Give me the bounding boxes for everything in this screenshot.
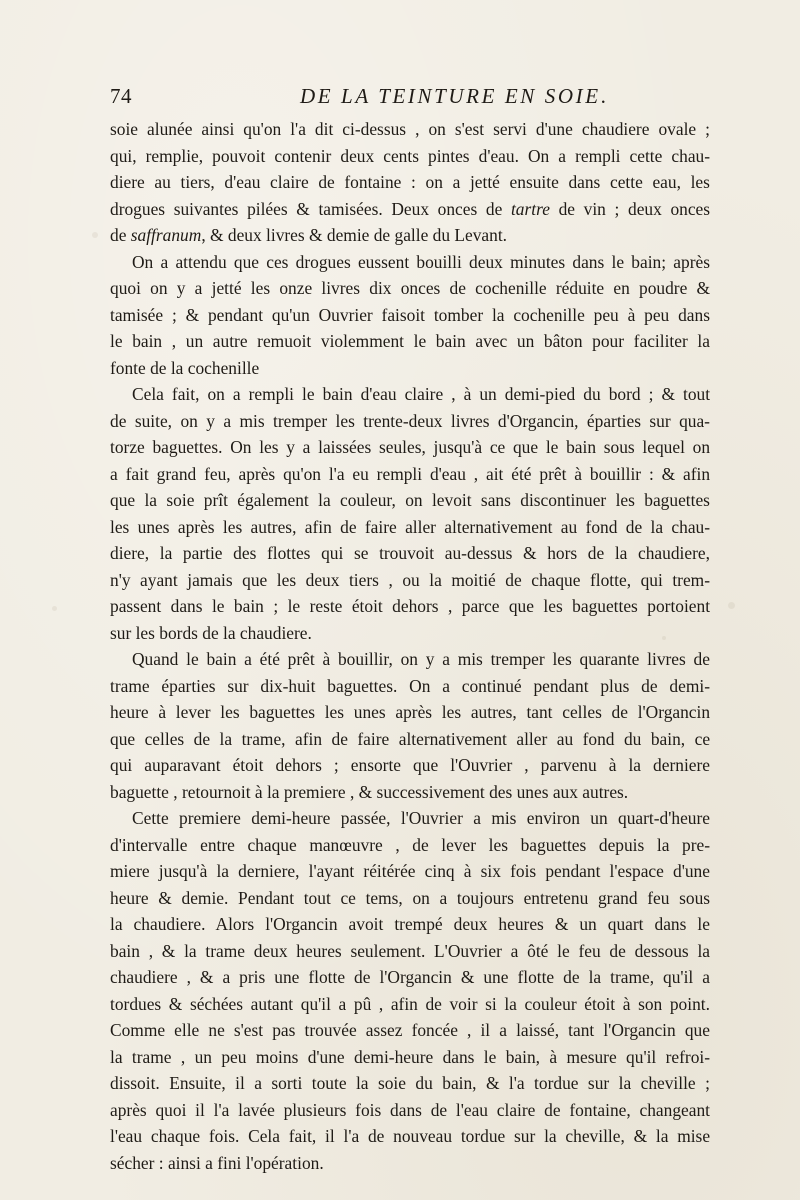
text-line: fonte de la cochenille	[110, 357, 260, 378]
text-line: de suite, on y a mis tremper les trente-deux livres d'Organcin, éparties sur qua-	[110, 410, 710, 431]
text-line: que la soie prît également la couleur, on levoit sans discontinuer les baguettes	[110, 490, 710, 510]
text-line: bain , & la trame deux heures seulement. L'Ouvrier a ôté le feu de dessous la	[110, 940, 710, 961]
text-line: tamisée ; & pendant qu'un Ouvrier faisoit tomber la cochenille peu à peu dans	[110, 304, 710, 325]
paragraph-start-line: Cela fait, on a rempli le bain d'eau claire , à un demi-pied du bord ; & tout	[132, 384, 710, 404]
text-line: diere, la partie des flottes qui se trouvoit au-dessus & hors de la chaudiere,	[110, 543, 710, 563]
text-line: l'eau chaque fois. Cela fait, il l'a de nouveau tordue sur la cheville, & la mise	[110, 1126, 710, 1146]
paper-stain	[728, 602, 735, 609]
paragraph-start-line: On a attendu que ces drogues eussent bouilli deux minutes dans le bain; après	[132, 251, 710, 272]
italic-term: saffranum	[130, 225, 202, 245]
italic-term: tartre	[510, 198, 550, 219]
paragraph-start-line: Cette premiere demi-heure passée, l'Ouvrier a mis environ un quart-d'heure	[132, 808, 710, 828]
text-line: sur les bords de la chaudiere.	[110, 622, 312, 643]
text-line: dissoit. Ensuite, il a sorti toute la soie du bain, & l'a tordue sur la cheville ;	[110, 1073, 710, 1093]
text-line: la trame , un peu moins d'une demi-heure dans le bain, à mesure qu'il refroi-	[110, 1046, 710, 1067]
text-line: la chaudiere. Alors l'Organcin avoit trempé deux heures & un quart dans le	[110, 914, 710, 934]
text-line: baguette , retournoit à la premiere , & successivement des unes aux autres.	[110, 781, 629, 802]
text-line: miere jusqu'à la derniere, l'ayant réitérée cinq à six fois pendant l'espace d'une	[110, 861, 710, 881]
text-line: passent dans le bain ; le reste étoit dehors , parce que les baguettes portoient	[110, 596, 710, 616]
text-line: n'y ayant jamais que les deux tiers , ou la moitié de chaque flotte, qui trem-	[110, 569, 710, 590]
text-line: tordues & séchées autant qu'il a pû , afin de voir si la couleur étoit à son point.	[110, 993, 710, 1014]
paper-stain	[52, 606, 57, 611]
text-line: quoi on y a jetté les onze livres dix onces de cochenille réduite en poudre &	[110, 278, 710, 298]
paper-stain	[92, 232, 98, 238]
text-line: sécher : ainsi a fini l'opération.	[110, 1152, 324, 1173]
text-line: torze baguettes. On les y a laissées seules, jusqu'à ce que le bain sous lequel on	[110, 437, 710, 457]
text-line: qui, remplie, pouvoit contenir deux cents pintes d'eau. On a rempli cette chau-	[110, 145, 710, 166]
text-line: diere au tiers, d'eau claire de fontaine : on a jetté ensuite dans cette eau, les	[110, 172, 710, 192]
text-line: trame éparties sur dix-huit baguettes. On a continué pendant plus de demi-	[110, 675, 710, 696]
text-line: Comme elle ne s'est pas trouvée assez foncée , il a laissé, tant l'Organcin que	[110, 1020, 710, 1040]
text-line: après quoi il l'a lavée plusieurs fois dans de l'eau claire de fontaine, changeant	[110, 1099, 710, 1120]
text-line: heure & demie. Pendant tout ce tems, on a toujours entretenu grand feu sous	[110, 887, 710, 908]
page-number: 74	[110, 84, 132, 108]
text-line: chaudiere , & a pris une flotte de l'Organcin & une flotte de la trame, qu'il a	[110, 967, 710, 987]
text-line: que celles de la trame, afin de faire alternativement aller au fond du bain, ce	[110, 728, 710, 749]
running-title	[300, 84, 609, 109]
running-title-text: DE LA TEINTURE EN SOIE	[300, 84, 601, 108]
text-line: les unes après les autres, afin de faire aller alternativement au fond de la chau-	[110, 516, 710, 537]
running-title-period: .	[600, 84, 609, 108]
text-line: heure à lever les baguettes les unes après les autres, tant celles de l'Organcin	[110, 702, 710, 722]
text-line: qui auparavant étoit dehors ; ensorte que l'Ouvrier , parvenu à la derniere	[110, 755, 710, 775]
text-line: le bain , un autre remuoit violemment le bain avec un bâton pour faciliter la	[110, 331, 710, 351]
running-header	[110, 84, 710, 114]
text-line: drogues suivantes pilées & tamisées. Deux onces de tartre de vin ; deux onces	[110, 198, 710, 219]
text-line: a fait grand feu, après qu'on l'a eu rempli d'eau , ait été prêt à bouillir : & afin	[110, 463, 710, 484]
paragraph-start-line: Quand le bain a été prêt à bouillir, on y a mis tremper les quarante livres de	[132, 649, 710, 669]
body-text	[110, 116, 710, 1176]
text-line: de saffranum, & deux livres & demie de galle du Levant.	[110, 225, 508, 245]
text-line: soie alunée ainsi qu'on l'a dit ci-dessus , on s'est servi d'une chaudiere ovale ;	[110, 119, 710, 139]
text-line: d'intervalle entre chaque manœuvre , de lever les baguettes depuis la pre-	[110, 834, 710, 855]
